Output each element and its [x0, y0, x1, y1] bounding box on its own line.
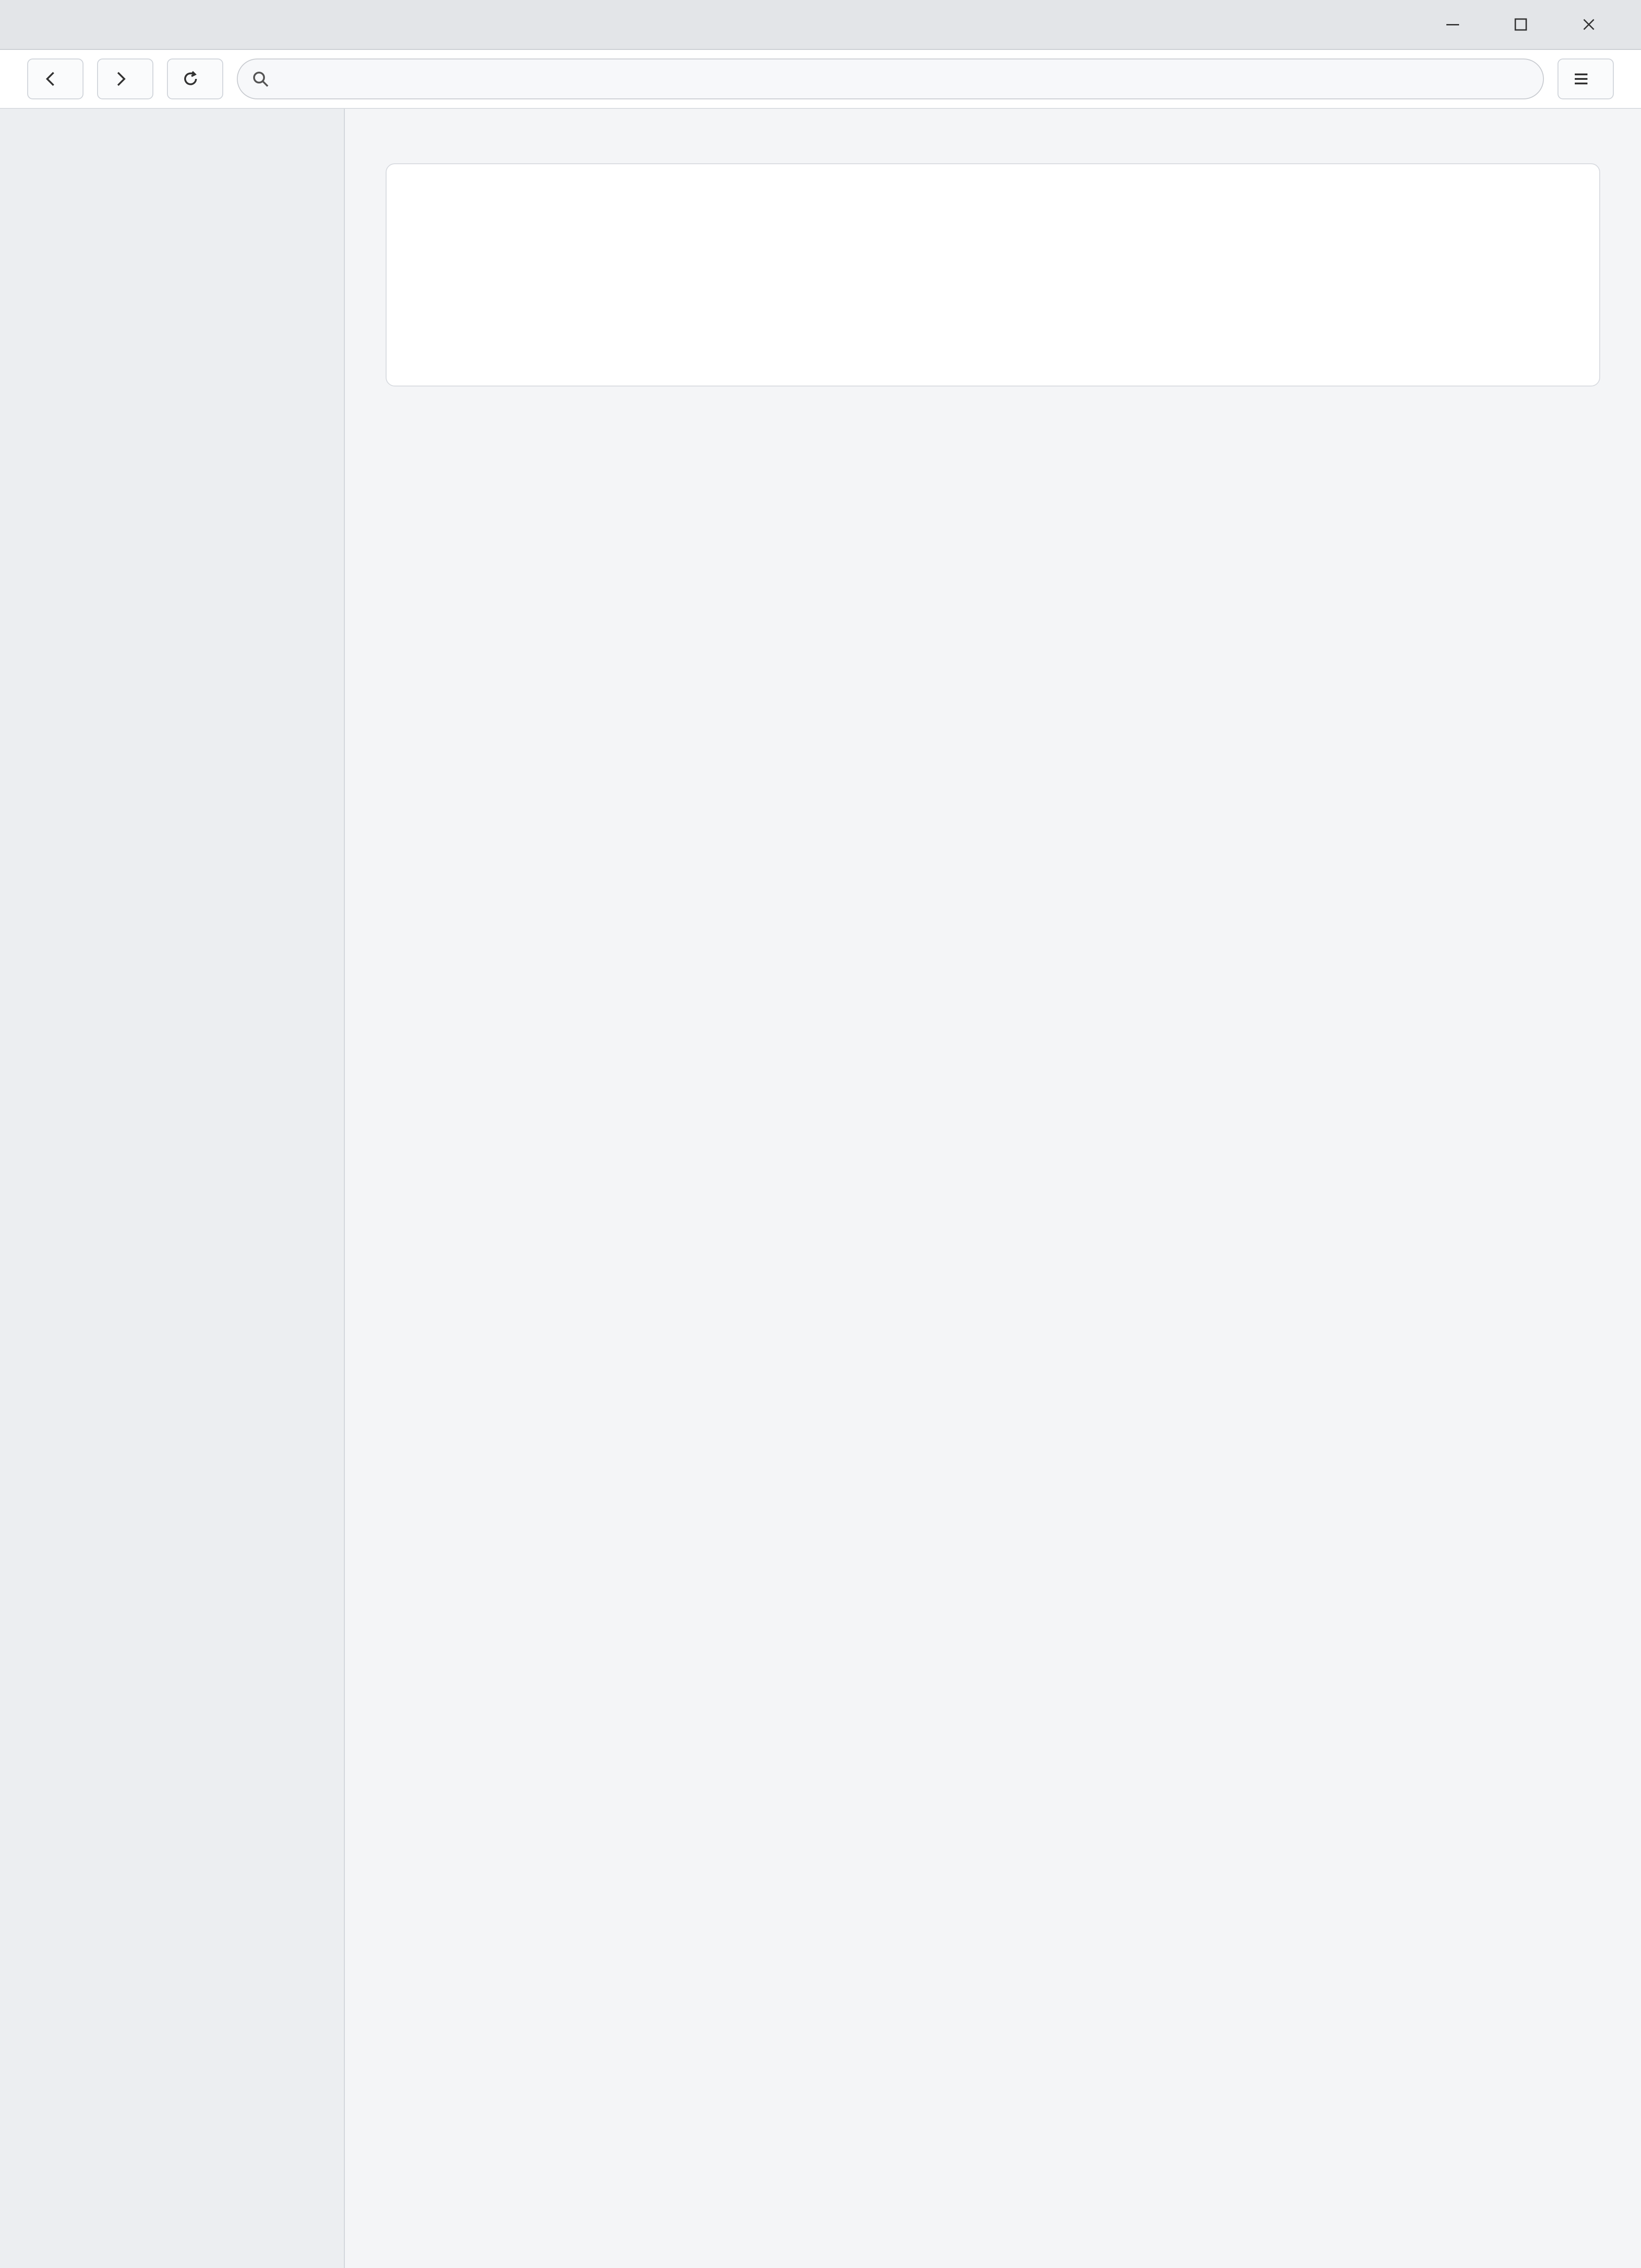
search-box[interactable] [237, 59, 1544, 99]
search-icon [251, 70, 269, 88]
search-input[interactable] [279, 68, 1529, 89]
sidebar [0, 109, 345, 2268]
sidebar-item-3[interactable] [18, 244, 326, 289]
arrow-left-icon [42, 70, 60, 88]
sidebar-item-4[interactable] [18, 300, 326, 346]
main-panel [345, 109, 1641, 2268]
toolbar [0, 50, 1641, 109]
maximize-button[interactable] [1496, 6, 1546, 43]
minimize-button[interactable] [1428, 6, 1478, 43]
content-line [414, 249, 1572, 275]
close-icon [1580, 15, 1598, 34]
forward-button[interactable] [97, 59, 153, 99]
reload-icon [181, 70, 200, 88]
sidebar-item-2[interactable] [18, 188, 326, 233]
sidebar-item-1[interactable] [18, 132, 326, 177]
maximize-icon [1512, 15, 1530, 34]
content-line [414, 208, 1572, 233]
content-line [414, 333, 1572, 358]
content-area [0, 109, 1641, 2268]
reload-button[interactable] [167, 59, 223, 99]
title-bar [0, 0, 1641, 50]
content-line [414, 291, 1572, 317]
minimize-icon [1444, 15, 1462, 34]
arrow-right-icon [112, 70, 130, 88]
content-card [386, 163, 1600, 386]
close-button[interactable] [1564, 6, 1614, 43]
menu-icon [1572, 70, 1590, 88]
menu-button[interactable] [1558, 59, 1614, 99]
back-button[interactable] [27, 59, 83, 99]
